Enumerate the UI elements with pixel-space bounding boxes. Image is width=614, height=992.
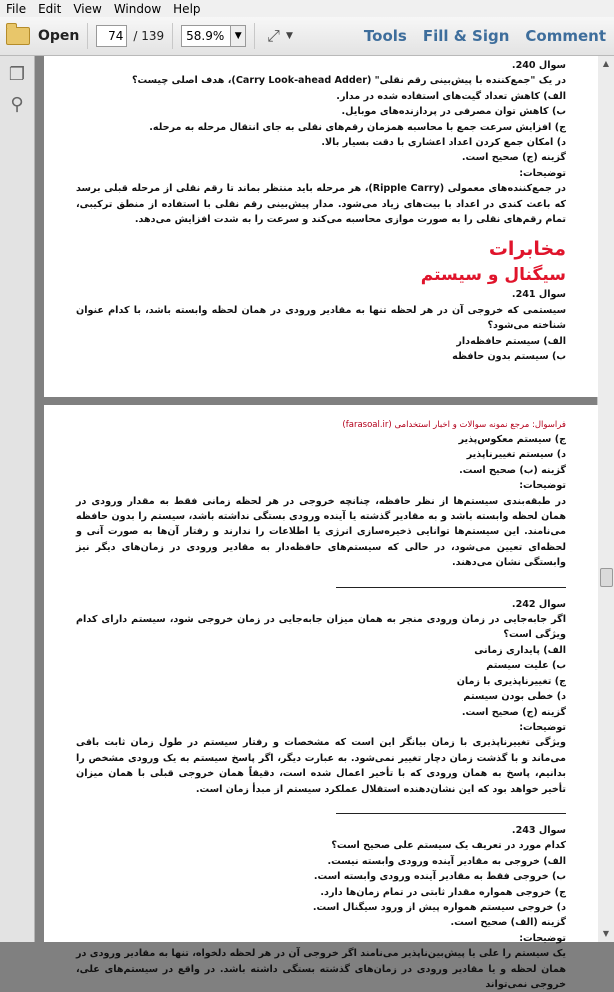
zoom-input[interactable]: 58.9% xyxy=(181,25,231,47)
option-c: ج) تغییرناپذیری با زمان xyxy=(456,675,566,687)
toolbar-divider xyxy=(254,23,255,49)
option-d: د) امکان جمع کردن اعداد اعشاری با دقت بسیار بالا. xyxy=(321,137,566,149)
menu-help[interactable]: Help xyxy=(173,1,201,16)
section-heading: مخابرات xyxy=(488,238,566,261)
tools-button[interactable]: Tools xyxy=(363,27,407,45)
answer: گزینه (ج) صحیح است. xyxy=(461,152,566,164)
explanation-label: توضیحات: xyxy=(519,932,566,944)
menu-file[interactable]: File xyxy=(6,1,27,16)
menu-edit[interactable]: Edit xyxy=(38,1,62,16)
question-title: سوال 243. xyxy=(511,824,566,836)
option-a: الف) کاهش تعداد گیت‌های استفاده شده در مدار. xyxy=(336,90,566,102)
option-c: ج) سیستم معکوس‌پذیر xyxy=(458,434,566,445)
question-text: در یک "جمع‌کننده با پیش‌بینی رقم نقلی" (Carry Look-ahead Adder)، هدف اصلی چیست؟ xyxy=(131,75,566,87)
answer: گزینه (ج) صحیح است. xyxy=(461,706,566,718)
option-d: د) خروجی سیستم همواره پیش از ورود سیگنال است. xyxy=(312,901,566,913)
divider-line xyxy=(336,587,566,588)
chevron-down-icon[interactable]: ▼ xyxy=(285,31,293,41)
comment-button[interactable]: Comment xyxy=(525,27,606,45)
vertical-scrollbar[interactable] xyxy=(597,56,614,942)
option-a: الف) پایداری زمانی xyxy=(474,644,566,656)
menu-view[interactable]: View xyxy=(73,1,102,16)
explanation-text: یک سیستم را علی یا پیش‌بین‌ناپذیر می‌نامند اگر خروجی آن در هر لحظه دلخواه، تنها به مقادیر ورودی در همان لحظه و یا مقادیر ورودی در زمان‌های گذشته بستگی داشته باشد. در واقع در سیستم‌های علی، خروجی نمی‌تواند xyxy=(76,948,566,990)
question-text: اگر جابه‌جایی در زمان ورودی منجر به همان میزان جابه‌جایی در زمان خروجی شود، سیستم دارای کدام ویژگی است؟ xyxy=(76,614,566,641)
folder-icon xyxy=(6,27,30,45)
option-c: ج) خروجی همواره مقدار ثابتی در تمام زمان‌ها دارد. xyxy=(320,886,566,898)
fill-sign-button[interactable]: Fill & Sign xyxy=(422,27,510,45)
zoom-dropdown-button[interactable]: ▼ xyxy=(231,25,246,47)
fit-width-icon[interactable]: ⤢ xyxy=(267,26,280,45)
explanation-text: ویژگی تغییرناپذیری با زمان بیانگر این است که مشخصات و رفتار سیستم در طول زمان ثابت باقی می‌ماند و با گذشت زمان دچار تغییر نمی‌شود. به عبارت دیگر، اگر پاسخ سیستم به یک ورودی مشخص را بدانیم، پاسخ به همان ورودی که با تأخیر اعمال شده است، دقیقاً همان خروجی قبلی با همان میزان تأخیر خواهد بود که این نشان‌دهنده استقلال عملکرد سیستم از مبدأ زمان است. xyxy=(76,737,566,795)
option-a: الف) سیستم حافظه‌دار xyxy=(456,335,566,347)
option-a: الف) خروجی به مقادیر آینده ورودی وابسته نیست. xyxy=(327,855,566,867)
navigation-sidebar xyxy=(0,56,35,942)
toolbar-divider xyxy=(87,23,88,49)
option-b: ب) سیستم بدون حافظه xyxy=(452,351,566,363)
question-text: کدام مورد در تعریف یک سیستم علی صحیح است؟ xyxy=(331,840,566,852)
page-header-source: فراسوال: مرجع نمونه سوالات و اخبار استخدامی (farasoal.ir) xyxy=(342,420,566,430)
toolbar-divider xyxy=(172,23,173,49)
attachment-icon[interactable]: ⚲ xyxy=(10,94,24,115)
option-b: ب) کاهش توان مصرفی در پردازنده‌های موبایل. xyxy=(341,106,566,118)
explanation-label: توضیحات: xyxy=(519,721,566,733)
page-total: / 139 xyxy=(133,29,165,43)
explanation-label: توضیحات: xyxy=(519,167,566,179)
option-c: ج) افزایش سرعت جمع با محاسبه همزمان رقم‌های نقلی به جای انتقال مرحله به مرحله. xyxy=(149,121,566,133)
explanation-text: در جمع‌کننده‌های معمولی (Ripple Carry)، هر مرحله باید منتظر بماند تا رقم نقلی از مرحله قبلی برسد که باعث کندی در اعداد با بیت‌های زیاد می‌شود. مدار پیش‌بینی رقم نقلی با استفاده از منطق ترکیبی، تمام رقم‌های نقلی را به صورت موازی محاسبه می‌کند و سرعت را به شدت افزایش می‌دهد. xyxy=(76,183,566,226)
subsection-heading: سیگنال و سیستم xyxy=(420,265,566,286)
option-d: د) خطی بودن سیستم xyxy=(463,691,566,703)
scroll-down-icon[interactable]: ▼ xyxy=(602,929,610,938)
document-page-2 xyxy=(44,405,598,990)
document-page-1 xyxy=(44,56,598,397)
answer: گزینه (الف) صحیح است. xyxy=(450,917,566,929)
question-title: سوال 242. xyxy=(511,598,566,610)
page-thumbnails-icon[interactable]: ❐ xyxy=(8,64,26,85)
scroll-up-icon[interactable]: ▲ xyxy=(602,59,610,68)
scrollbar-thumb[interactable] xyxy=(600,568,613,587)
question-text: سیستمی که خروجی آن در هر لحظه تنها به مقادیر ورودی در همان لحظه وابسته باشد، با کدام عنوان شناخته می‌شود؟ xyxy=(76,304,566,332)
page-number-input[interactable]: 74 xyxy=(96,25,127,47)
toolbar xyxy=(0,17,614,56)
option-d: د) سیستم تغییرناپذیر xyxy=(466,449,566,461)
option-b: ب) خروجی فقط به مقادیر آینده ورودی وابسته است. xyxy=(313,871,566,883)
explanation-text: در طبقه‌بندی سیستم‌ها از نظر حافظه، چنانچه خروجی در هر لحظه زمانی فقط به مقدار ورودی در همان لحظه وابسته باشد و به مقادیر گذشته یا آینده ورودی بستگی نداشته باشد، سیستم را بدون حافظه می‌نامند. این سیستم‌ها توانایی ذخیره‌سازی انرژی یا اطلاعات را ندارند و رفتار آن‌ها به صورت آنی و لحظه‌ای تعیین می‌شود، در حالی که سیستم‌های حافظه‌دار به مقادیر ورودی در زمان‌های دیگر نیز وابستگی نشان می‌دهند. xyxy=(76,495,566,569)
divider-line xyxy=(336,813,566,814)
menu-window[interactable]: Window xyxy=(113,1,162,16)
menu-bar xyxy=(0,0,614,17)
option-b: ب) علیت سیستم xyxy=(486,660,566,672)
explanation-label: توضیحات: xyxy=(519,480,566,492)
question-title: سوال 241. xyxy=(511,289,566,301)
open-button[interactable] xyxy=(6,27,79,45)
answer: گزینه (ب) صحیح است. xyxy=(459,464,566,476)
question-title: سوال 240. xyxy=(511,60,566,71)
open-label: Open xyxy=(38,28,80,44)
toolbar-right xyxy=(356,17,614,55)
